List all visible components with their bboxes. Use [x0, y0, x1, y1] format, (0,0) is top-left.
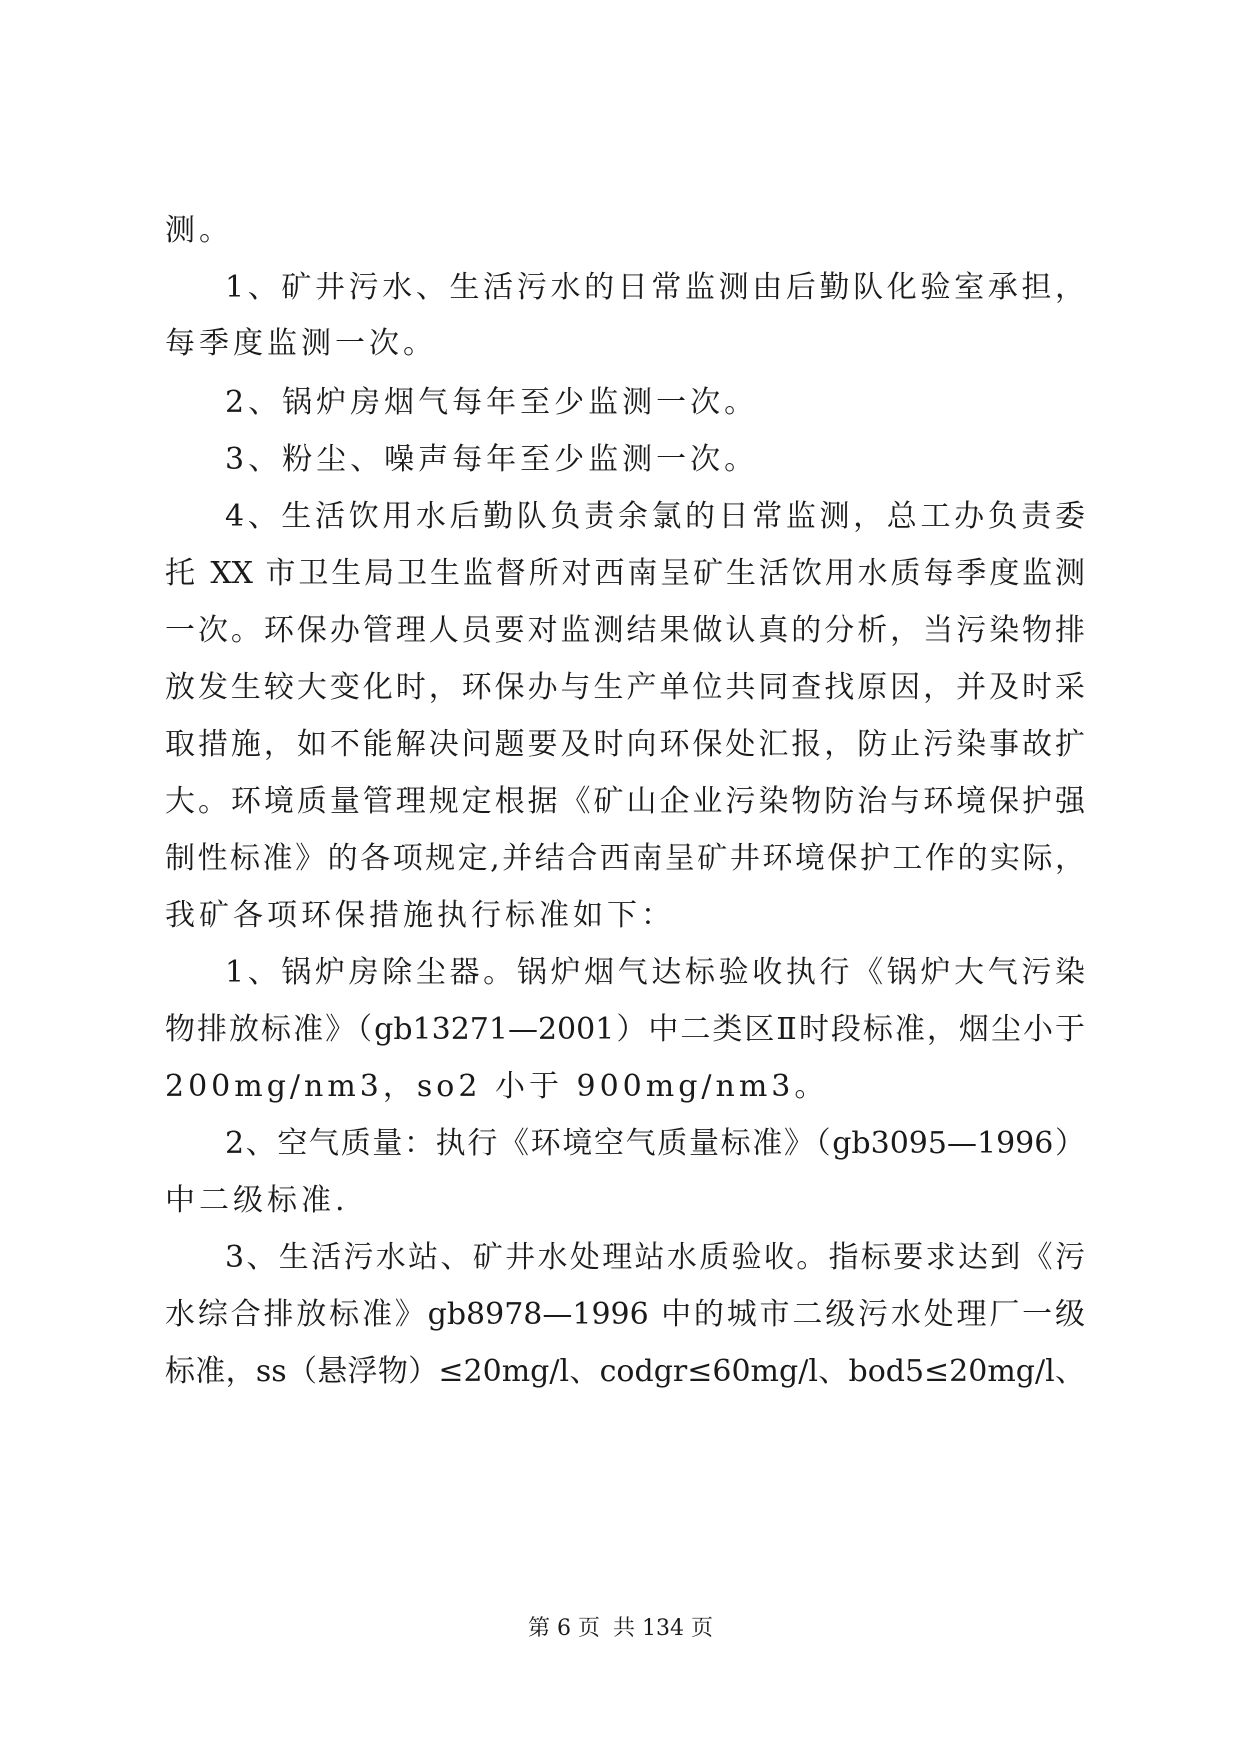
text-line: 1、锅炉房除尘器。锅炉烟气达标验收执行《锅炉大气污染 [225, 955, 1085, 990]
text-line: 标准，ss（悬浮物）≤20mg/l、codgr≤60mg/l、bod5≤20mg/l、 [165, 1354, 1085, 1389]
page-number: 第 6 页 [528, 1616, 600, 1641]
text-line: 每季度监测一次。 [165, 326, 437, 361]
text-line: 放发生较大变化时，环保办与生产单位共同查找原因，并及时采 [165, 670, 1085, 705]
text-line: 2、锅炉房烟气每年至少监测一次。 [225, 385, 759, 420]
text-line: 200mg/nm3，so2 小于 900mg/nm3。 [165, 1069, 829, 1104]
text-line: 1、矿井污水、生活污水的日常监测由后勤队化验室承担， [225, 270, 1085, 305]
text-line: 一次。环保办管理人员要对监测结果做认真的分析，当污染物排 [165, 613, 1085, 648]
text-line: 大。环境质量管理规定根据《矿山企业污染物防治与环境保护强 [165, 784, 1085, 819]
page-total: 共 134 页 [613, 1616, 713, 1641]
text-line: 中二级标准. [165, 1183, 349, 1218]
text-line: 4、生活饮用水后勤队负责余氯的日常监测，总工办负责委 [225, 499, 1085, 534]
page-footer [0, 1614, 1241, 1644]
text-line: 2、空气质量：执行《环境空气质量标准》（gb3095—1996） [225, 1126, 1085, 1161]
text-line: 我矿各项环保措施执行标准如下： [165, 898, 675, 933]
text-line: 托 XX 市卫生局卫生监督所对西南呈矿生活饮用水质每季度监测 [165, 556, 1085, 591]
text-line: 取措施，如不能解决问题要及时向环保处汇报，防止污染事故扩 [165, 727, 1085, 762]
text-line: 水综合排放标准》gb8978—1996 中的城市二级污水处理厂一级 [165, 1297, 1085, 1332]
text-line: 3、生活污水站、矿井水处理站水质验收。指标要求达到《污 [225, 1240, 1085, 1275]
text-line: 制性标准》的各项规定,并结合西南呈矿井环境保护工作的实际， [165, 841, 1085, 876]
text-line: 物排放标准》（gb13271—2001）中二类区Ⅱ时段标准，烟尘小于 [165, 1012, 1085, 1047]
text-line: 3、粉尘、噪声每年至少监测一次。 [225, 442, 759, 477]
text-line: 测。 [165, 213, 233, 248]
